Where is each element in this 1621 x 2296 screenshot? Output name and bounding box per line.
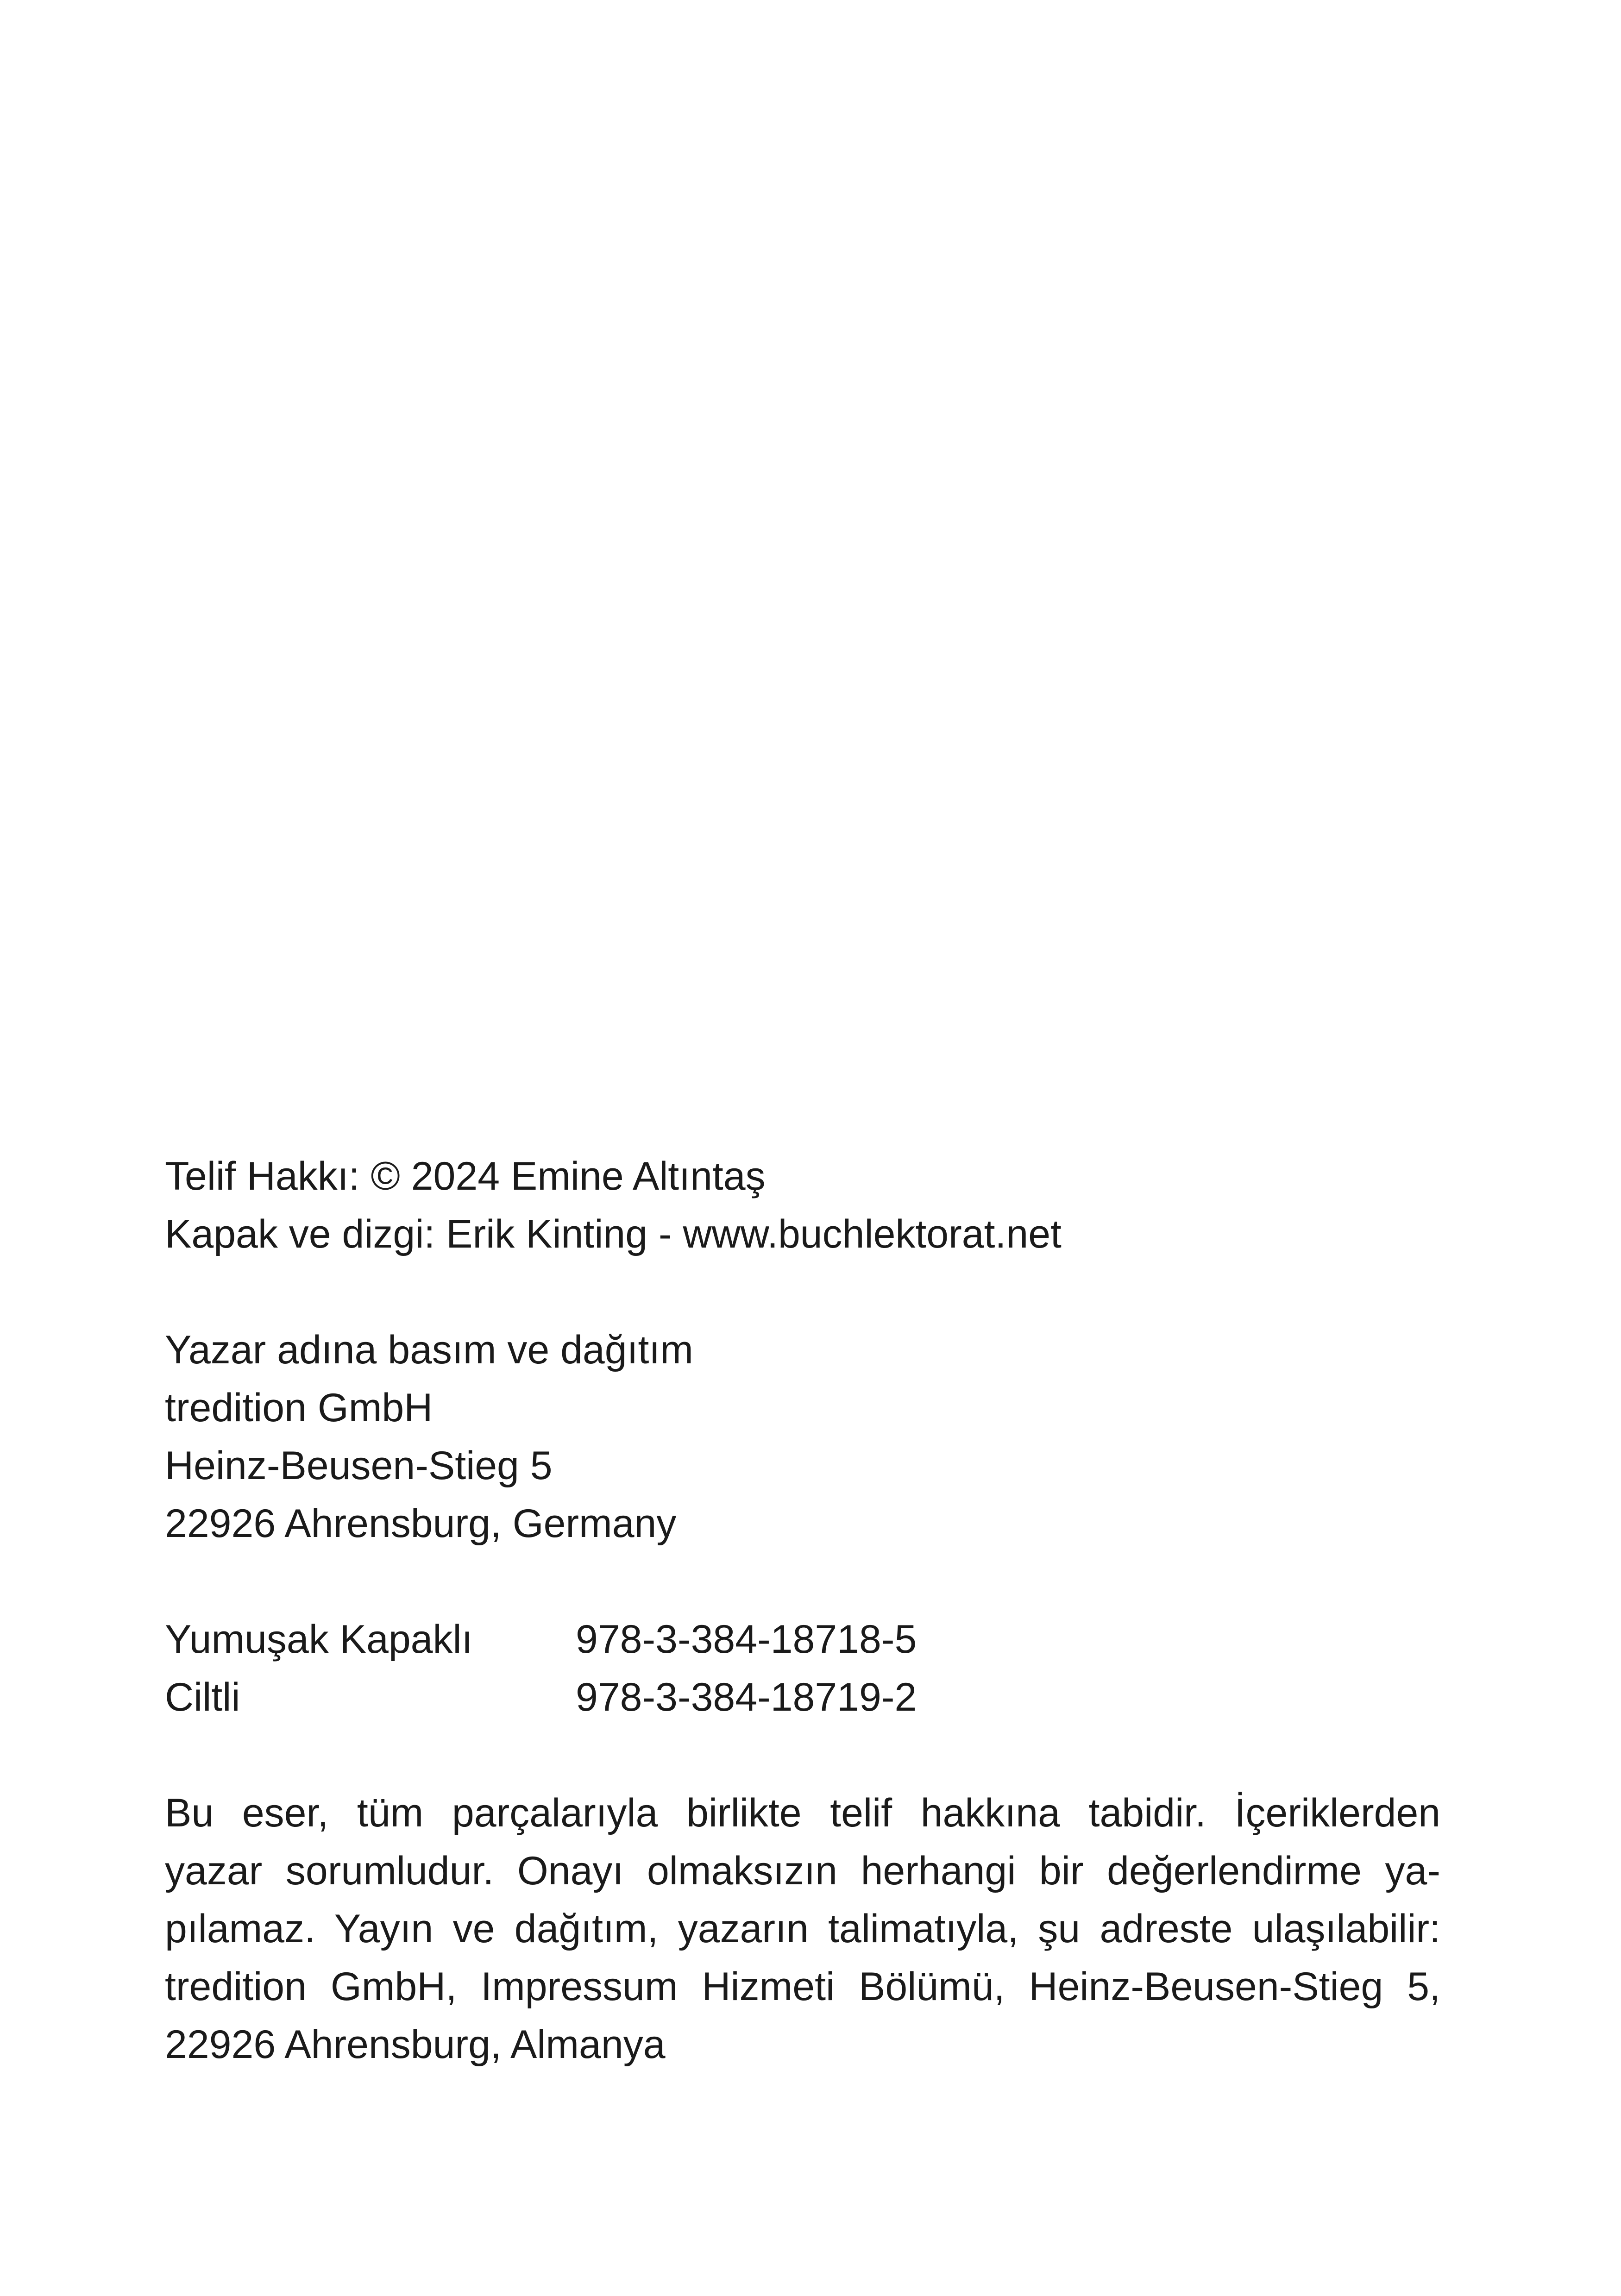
isbn-label: Yumuşak Kapaklı	[165, 1617, 473, 1662]
notice-line: 22926 Ahrensburg, Almanya	[165, 2022, 666, 2067]
copyright-line: Telif Hakkı: © 2024 Emine Altıntaş	[165, 1154, 766, 1198]
isbn-row-hardcover	[165, 1669, 1440, 1726]
copyright-notice	[165, 1784, 1440, 2074]
cover-credits-line: Kapak ve dizgi: Erik Kinting - www.buchlektorat.net	[165, 1212, 1062, 1256]
isbn-row-paperback	[165, 1611, 1440, 1669]
notice-line: pılamaz. Yayın ve dağıtım, yazarın talimatıyla, şu adreste ulaşılabilir:	[165, 1907, 1440, 1951]
isbn-section	[165, 1611, 1440, 1726]
imprint-block	[165, 1148, 1440, 2074]
copyright-section	[165, 1148, 1440, 1263]
notice-line: Bu eser, tüm parçalarıyla birlikte telif hakkına tabidir. İçeriklerden	[165, 1791, 1441, 1835]
publisher-name: tredition GmbH	[165, 1386, 433, 1430]
publisher-section	[165, 1321, 1440, 1553]
notice-line: yazar sorumludur. Onayı olmaksızın herhangi bir değerlendirme ya-	[165, 1849, 1440, 1893]
isbn-value: 978-3-384-18719-2	[576, 1675, 917, 1719]
isbn-label: Ciltli	[165, 1675, 240, 1719]
isbn-value: 978-3-384-18718-5	[576, 1617, 917, 1662]
spacer	[165, 1263, 1440, 1321]
spacer	[165, 1726, 1440, 1784]
notice-line: tredition GmbH, Impressum Hizmeti Bölümü, Heinz-Beusen-Stieg 5,	[165, 1964, 1440, 2009]
publisher-street: Heinz-Beusen-Stieg 5	[165, 1443, 553, 1488]
spacer	[165, 1553, 1440, 1611]
publisher-intro: Yazar adına basım ve dağıtım	[165, 1328, 693, 1372]
publisher-city: 22926 Ahrensburg, Germany	[165, 1501, 677, 1546]
